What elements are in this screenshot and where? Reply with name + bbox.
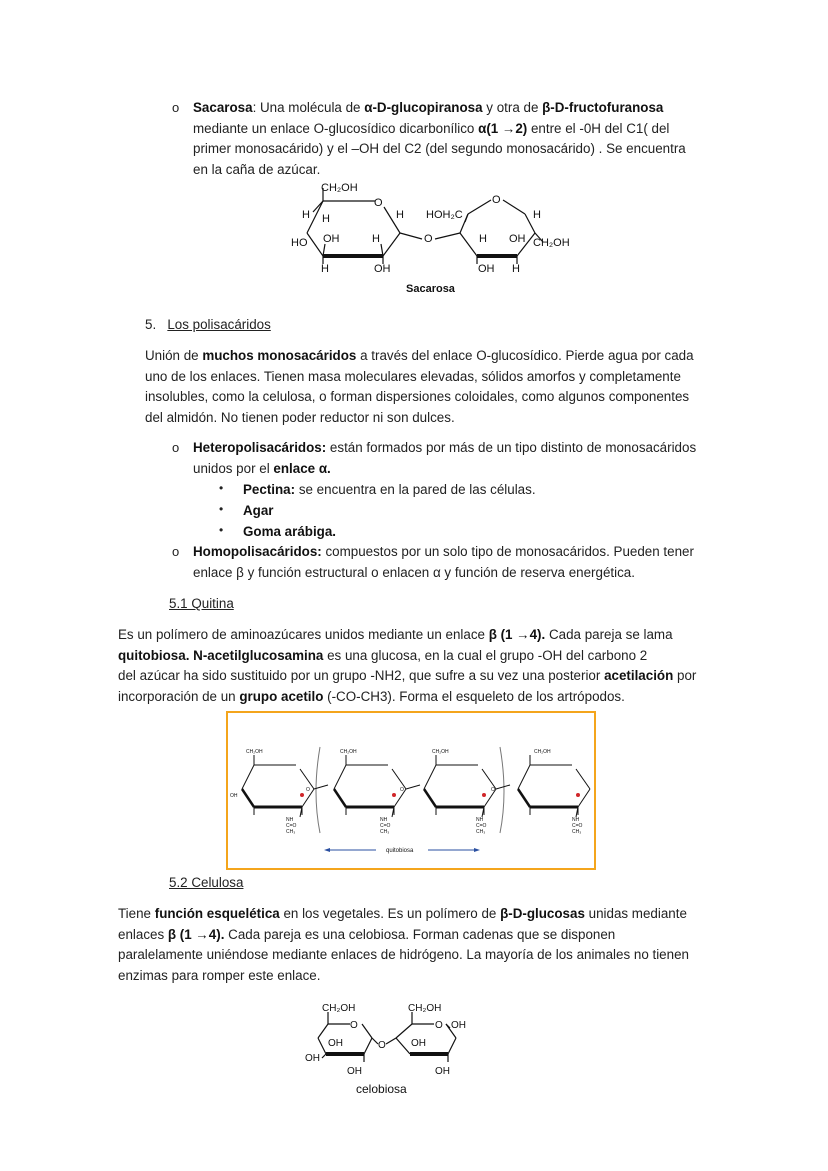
label-nh: NH (286, 817, 294, 823)
label-oh: OH (435, 1066, 450, 1077)
text: mediante un enlace O-glucosídico dicarbonílico (193, 120, 479, 136)
text: unidas mediante (584, 906, 687, 921)
chitin-chain-diagram (228, 713, 594, 868)
label-h: H (479, 233, 487, 245)
text: insolubles, como la celulosa, o forman dispersiones coloidales, como algunos componentes (145, 389, 690, 404)
label-h: H (322, 213, 330, 225)
label-h: H (396, 209, 404, 221)
text: Es un polímero de aminoazúcares unidos mediante un enlace (118, 627, 489, 642)
term-bond: β (1 →4). (167, 926, 225, 942)
label-o: O (435, 1020, 443, 1031)
list-item (243, 480, 536, 501)
term-enlace-alpha: enlace α. (273, 460, 331, 476)
label-oh: OH (230, 793, 238, 799)
label-ch2oh: CH₂OH (322, 1003, 356, 1014)
label-ch3: CH₃ (380, 829, 390, 835)
label-oh: OH (478, 263, 495, 275)
label-ch3: CH₃ (572, 829, 582, 835)
term-n-acetilglucosamina: N-acetilglucosamina (193, 647, 324, 663)
text: primer monosacárido) y el –OH del C2 (del segundo monosacárido) . Se encuentra (193, 141, 686, 156)
label-oh: OH (451, 1020, 466, 1031)
text: y otra de (482, 100, 543, 115)
term-agar: Agar (243, 503, 274, 518)
label-o: O (306, 787, 310, 793)
label-nh: NH (476, 817, 484, 823)
list-bullet: • (219, 481, 224, 495)
term-grupo-acetilo: grupo acetilo (239, 688, 324, 704)
hetero-item (193, 438, 696, 479)
figure-caption: Sacarosa (406, 283, 455, 295)
text: (-CO-CH3). Forma el esqueleto de los artrópodos. (323, 688, 625, 704)
list-item (243, 501, 274, 522)
figure-caption: quitobiosa (386, 848, 414, 854)
label-o: O (491, 787, 495, 793)
text: paralelamente uniéndose mediante enlaces de hidrógeno. La mayoría de los animales no tienen (118, 947, 689, 962)
label-h: H (302, 209, 310, 221)
list-item (243, 522, 336, 543)
text: en los vegetales. Es un polímero de (279, 906, 501, 921)
section-heading (145, 315, 271, 336)
subsection-heading-celulosa: 5.2 Celulosa (169, 875, 244, 890)
label-oh: OH (411, 1038, 426, 1049)
label-ch2oh: CH₂OH (340, 749, 357, 755)
sacarosa-paragraph (193, 98, 686, 180)
term-sacarosa: Sacarosa (193, 100, 253, 115)
text: entre el -0H del C1( del (527, 120, 670, 136)
sacarosa-figure (285, 176, 585, 298)
text: están formados por más de un tipo distinto de monosacáridos (326, 440, 697, 455)
label-h: H (533, 209, 541, 221)
list-bullet: o (172, 100, 180, 115)
term-funcion-esqueletica: función esquelética (154, 906, 280, 921)
figure-caption: celobiosa (356, 1082, 407, 1096)
text: : Una molécula de (252, 100, 365, 115)
text: Cada pareja es una celobiosa. Forman cadenas que se disponen (224, 926, 616, 942)
label-oh: OH (509, 233, 526, 245)
label-o: O (400, 787, 404, 793)
subsection-heading-quitina: 5.1 Quitina (169, 596, 234, 611)
text: unidos por el (193, 460, 274, 476)
label-ch2oh: CH₂OH (534, 749, 551, 755)
label-o: O (492, 194, 501, 206)
text: a través del enlace O-glucosídico. Pierde agua por cada (356, 348, 694, 363)
term-quitobiosa: quitobiosa. (118, 647, 190, 663)
label-oh: OH (328, 1038, 343, 1049)
term-beta-d-glucosas: β-D-glucosas (500, 906, 585, 921)
label-o: O (350, 1020, 358, 1031)
label-ch2oh: CH₂OH (408, 1003, 442, 1014)
term-fructofuranosa: β-D-fructofuranosa (542, 100, 664, 115)
text: se encuentra en la pared de las células. (295, 482, 536, 497)
label-o: O (378, 1040, 386, 1051)
text: en la caña de azúcar. (193, 161, 321, 177)
text: es una glucosa, en la cual el grupo -OH del carbono 2 (323, 647, 648, 663)
list-bullet: o (172, 440, 180, 455)
list-bullet: • (219, 502, 224, 516)
text: Tiene (118, 906, 155, 921)
label-nh: NH (572, 817, 580, 823)
term-heteropolisacaridos: Heteropolisacáridos: (193, 440, 327, 455)
quitina-paragraph (118, 625, 696, 707)
label-co: C=O (476, 823, 487, 829)
celulosa-paragraph (118, 904, 689, 986)
label-o: O (374, 197, 383, 209)
term-homopolisacaridos: Homopolisacáridos: (193, 544, 322, 559)
text: enzimas para romper este enlace. (118, 967, 321, 983)
label-nh: NH (380, 817, 388, 823)
celobiosa-figure (300, 998, 480, 1100)
term-bond: α(1 →2) (478, 120, 528, 136)
term-monosacaridos: muchos monosacáridos (202, 348, 357, 363)
text: compuestos por un solo tipo de monosacáridos. Pueden tener (321, 544, 694, 559)
text: incorporación de un (118, 688, 240, 704)
label-h: H (512, 263, 520, 275)
homo-item (193, 542, 694, 583)
text: del almidón. No tienen poder reductor ni son dulces. (145, 409, 455, 425)
term-acetilacion: acetilación (604, 668, 674, 683)
label-ch2oh: CH₂OH (321, 182, 358, 194)
list-bullet: • (219, 523, 224, 537)
label-hoh2c: HOH₂C (426, 209, 463, 221)
label-oh: OH (305, 1053, 320, 1064)
label-oh: OH (347, 1066, 362, 1077)
label-co: C=O (286, 823, 297, 829)
label-oh: OH (323, 233, 340, 245)
label-oh: OH (374, 263, 391, 275)
text: uno de los enlaces. Tienen masa moleculares elevadas, sólidos amorfos y completamente (145, 368, 681, 384)
text: por (673, 668, 697, 683)
text: enlace β y función estructural o enlacen α y función de reserva energética. (193, 564, 635, 580)
label-ch2oh: CH₂OH (246, 749, 263, 755)
label-ho: HO (291, 237, 308, 249)
label-h: H (372, 233, 380, 245)
list-bullet: o (172, 544, 180, 559)
section-title: Los polisacáridos (167, 317, 271, 332)
term-pectina: Pectina: (243, 482, 296, 497)
term-bond: β (1 →4). (488, 627, 546, 642)
label-ch2oh: CH₂OH (533, 237, 570, 249)
label-ch2oh: CH₂OH (432, 749, 449, 755)
text: enlaces (118, 926, 168, 942)
label-ch3: CH₃ (286, 829, 296, 835)
label-h: H (321, 263, 329, 275)
term-goma-arabiga: Goma arábiga. (243, 524, 337, 539)
term-glucopiranosa: α-D-glucopiranosa (364, 100, 483, 115)
label-o: O (424, 233, 433, 245)
label-co: C=O (380, 823, 391, 829)
quitina-figure (226, 711, 596, 870)
section-number: 5. (145, 317, 157, 332)
text: del azúcar ha sido sustituido por un grupo -NH2, que sufre a su vez una posterior (118, 668, 605, 683)
label-ch3: CH₃ (476, 829, 486, 835)
polisacaridos-paragraph (145, 346, 694, 428)
text: Unión de (145, 348, 203, 363)
text: Cada pareja se lama (545, 627, 673, 642)
label-co: C=O (572, 823, 583, 829)
